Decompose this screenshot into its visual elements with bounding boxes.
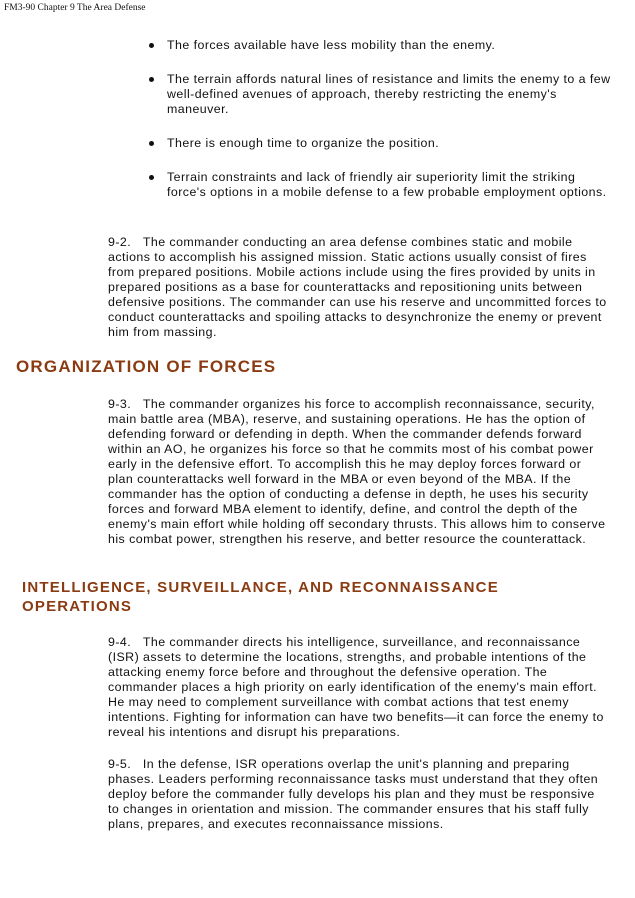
bullet-text: Terrain constraints and lack of friendly air superiority limit the striking force's options in a mobile defense to a few probable employment options. [167,170,607,199]
paragraph-9-2: 9-2. The commander conducting an area defense combines static and mobile actions to accomplish his assigned mission. Static actions usually consist of fires from prepared positions. Mobile actions include using the fires provided by units in prepared positions as a base for counterattacks and repositioning units between defensive positions. The commander can use his reserve and uncommitted forces to conduct counterattacks and spoiling attacks to desynchronize the enemy or prevent him from massing. [108,235,607,339]
bullet-item [149,136,611,151]
bullet-item [149,38,611,53]
bullet-text: There is enough time to organize the position. [167,136,440,150]
section-heading-isr-operations: INTELLIGENCE, SURVEILLANCE, AND RECONNAISSANCE OPERATIONS [22,579,499,615]
paragraph-9-3: 9-3. The commander organizes his force to accomplish reconnaissance, security, main battle area (MBA), reserve, and sustaining operations. He has the option of defending forward or defending in depth. When the commander defends forward within an AO, he organizes his force so that he commits most of his combat power early in the defensive effort. To accomplish this he may deploy forces forward or plan counterattacks well forward in the MBA or even beyond of the MBA. If the commander has the option of conducting a defense in depth, he uses his security forces and forward MBA element to identify, define, and control the depth of the enemy's main effort while holding off secondary thrusts. This allows him to conserve his combat power, strengthen his reserve, and better resource the counterattack. [108,397,606,546]
paragraph-9-4: 9-4. The commander directs his intelligence, surveillance, and reconnaissance (ISR) assets to determine the locations, strengths, and probable intentions of the attacking enemy force before and throughout the defensive operation. The commander places a high priority on early identification of the enemy's main effort. He may need to complement surveillance with combat actions that test enemy intentions. Fighting for information can have two benefits—it can force the enemy to reveal his intentions and disrupt his preparations. [108,635,604,739]
bullet-icon [149,141,154,146]
bullet-item [149,72,611,117]
bullet-icon [149,43,154,48]
section-heading-organization-of-forces: ORGANIZATION OF FORCES [16,357,277,376]
bullet-item [149,170,611,200]
condition-bullet-list [149,38,611,219]
paragraph-9-5: 9-5. In the defense, ISR operations overlap the unit's planning and preparing phases. Leaders performing reconnaissance tasks must understand that they often deploy before the commander fully develops his plan and they must be responsive to changes in orientation and mission. The commander ensures that his staff fully plans, prepares, and executes reconnaissance missions. [108,757,599,831]
bullet-icon [149,175,154,180]
bullet-text: The forces available have less mobility than the enemy. [167,38,496,52]
bullet-text: The terrain affords natural lines of resistance and limits the enemy to a few well-defined avenues of approach, thereby restricting the enemy's maneuver. [167,72,611,116]
bullet-icon [149,77,154,82]
running-head: FM3-90 Chapter 9 The Area Defense [4,3,146,13]
